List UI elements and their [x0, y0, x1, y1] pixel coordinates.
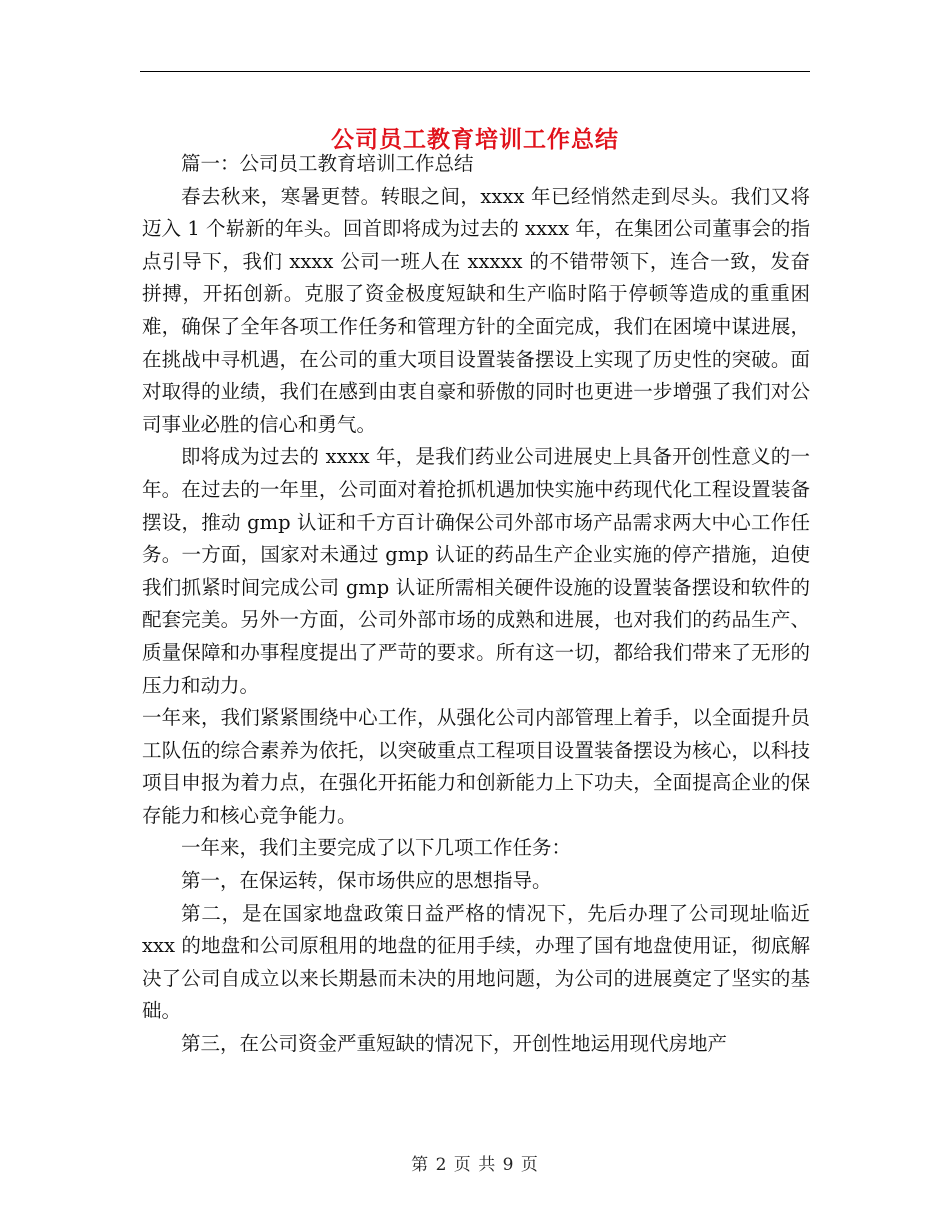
page-number: 第 2 页 共 9 页	[411, 1155, 539, 1175]
header-rule	[140, 71, 810, 72]
paragraph-section-heading: 篇一：公司员工教育培训工作总结	[181, 152, 474, 175]
paragraph-central-work: 一年来，我们紧紧围绕中心工作，从强化公司内部管理上着手，以全面提升员工队伍的综合素养为依托，以突破重点工程项目设置装备摆设为核心，以科技项目申报为着力点，在强化开拓能力和创新能力上下功夫，全面提高企业的保存能力和核心竞争能力。	[142, 706, 810, 827]
paragraph-tasks-intro: 一年来，我们主要完成了以下几项工作任务：	[181, 836, 572, 860]
document-body	[142, 148, 810, 1061]
paragraph-intro: 春去秋来，寒暑更替。转眼之间，xxxx 年已经悄然走到尽头。我们又将迈入 1 个崭新的年头。回首即将成为过去的 xxxx 年，在集团公司董事会的指点引导下，我们 xxxx 公司一班人在 xxxxx 的不错带领下，连合一致，发奋拼搏，开拓创新。克服了资金极度短缺和生产临时陷于停顿等造成的重重困难，确保了全年各项工作任务和管理方针的全面完成，我们在困境中谋进展，在挑战中寻机遇，在公司的重大项目设置装备摆设上实现了历史性的突破。面对取得的业绩，我们在感到由衷自豪和骄傲的同时也更进一步增强了我们对公司事业必胜的信心和勇气。	[142, 184, 810, 436]
document-title: 公司员工教育培训工作总结	[331, 126, 619, 154]
paragraph-year-review: 即将成为过去的 xxxx 年，是我们药业公司进展史上具备开创性意义的一年。在过去的一年里，公司面对着抢抓机遇加快实施中药现代化工程设置装备摆设，推动 gmp 认证和千方百计确保公司外部市场产品需求两大中心工作任务。一方面，国家对未通过 gmp 认证的药品生产企业实施的停产措施，迫使我们抓紧时间完成公司 gmp 认证所需相关硬件设施的设置装备摆设和软件的配套完美。另外一方面，公司外部市场的成熟和进展，也对我们的药品生产、质量保障和办事程度提出了严苛的要求。所有这一切，都给我们带来了无形的压力和动力。	[142, 445, 810, 697]
paragraph-task-three: 第三，在公司资金严重短缺的情况下，开创性地运用现代房地产	[181, 1032, 728, 1056]
paragraph-task-two: 第二，是在国家地盘政策日益严格的情况下，先后办理了公司现址临近 xxx 的地盘和公司原租用的地盘的征用手续，办理了国有地盘使用证，彻底解决了公司自成立以来长期悬而未决的用地问题，为公司的进展奠定了坚实的基础。	[142, 901, 810, 1023]
paragraph-task-one: 第一，在保运转，保市场供应的思想指导。	[181, 869, 552, 893]
